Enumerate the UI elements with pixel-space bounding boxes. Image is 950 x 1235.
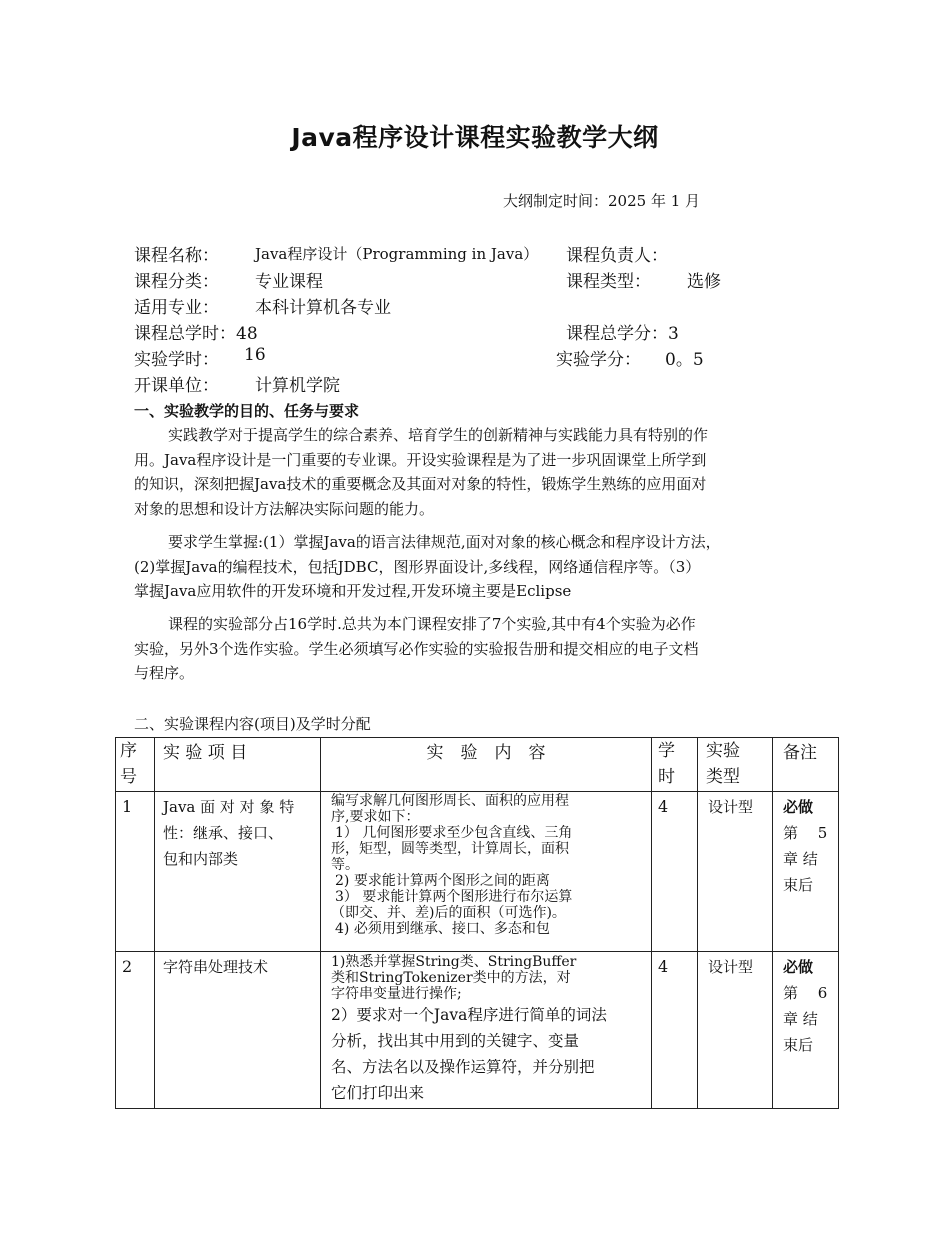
row-note: 必做 第 5 章 结 束后 [773,792,839,952]
header-content: 实 验 内 容 [321,738,652,792]
paragraph-line: 对象的思想和设计方法解决实际问题的能力。 [134,499,435,518]
total-hours: 课程总学时：48 [134,324,258,344]
header-note: 备注 [773,738,839,792]
document-title: Java程序设计课程实验教学大纲 [291,123,659,152]
table-row [116,952,839,1109]
paragraph-line: 实践教学对于提高学生的综合素养、培育学生的创新精神与实践能力具有特别的作 [168,426,709,444]
course-owner-label: 课程负责人： [566,246,668,266]
header-hours: 学时 [652,738,698,792]
section1-paragraph-1 [134,423,818,521]
paragraph-line: 用。Java程序设计是一门重要的专业课。开设实验课程是为了进一步巩固课堂上所学到 [134,450,707,469]
paragraph-line: (2)掌握Java的编程技术，包括JDBC，图形界面设计,多线程，网络通信程序等。（3） [134,557,701,576]
lab-hours-label: 实验学时： [134,350,219,370]
row-note: 必做 第 6 章 结 束后 [773,952,839,1109]
major-value: 本科计算机各专业 [255,298,391,318]
section1-paragraph-3 [134,612,818,686]
section1-heading: 一、实验教学的目的、任务与要求 [134,402,360,420]
lab-credits-value: 0。5 [665,350,704,370]
total-credits: 课程总学分：3 [566,324,679,344]
paragraph-line: 要求学生掌握:(1）掌握Java的语言法律规范,面对对象的核心概念和程序设计方法， [168,533,721,551]
unit-value: 计算机学院 [255,376,340,396]
lab-hours-value: 16 [244,345,266,365]
row-project: Java 面 对 对 象 特 性：继承、接口、 包和内部类 [155,792,321,952]
paragraph-line: 的知识，深刻把握Java技术的重要概念及其面对对象的特性，锻炼学生熟练的应用面对 [134,475,707,493]
paragraph-line: 掌握Java应用软件的开发环境和开发过程,开发环境主要是Eclipse [134,582,572,600]
row-no: 2 [116,952,155,1109]
paragraph-line: 与程序。 [134,664,195,682]
row-hours: 4 [652,952,698,1109]
section1-paragraph-2 [134,530,818,604]
date-line: 大纲制定时间：2025 年 1 月 [503,192,701,210]
header-type: 实验类型 [698,738,773,792]
row-project: 字符串处理技术 [155,952,321,1109]
course-name-value: Java程序设计（Programming in Java） [255,245,539,263]
course-category-label: 课程分类： [134,272,219,292]
paragraph-line: 课程的实验部分占16学时.总共为本门课程安排了7个实验,其中有4个实验为必作 [168,615,696,633]
unit-label: 开课单位： [134,376,219,396]
course-category-value: 专业课程 [255,272,323,292]
experiment-table [115,737,839,1109]
header-no: 序号 [116,738,155,792]
course-type-value: 选修 [687,272,721,292]
row-type: 设计型 [698,952,773,1109]
row-no: 1 [116,792,155,952]
header-project: 实 验 项 目 [155,738,321,792]
course-name-label: 课程名称： [134,246,219,266]
table-header-row [116,738,839,792]
paragraph-line: 实验，另外3个选作实验。学生必须填写必作实验的实验报告册和提交相应的电子文档 [134,639,699,658]
section2-heading: 二、实验课程内容(项目)及学时分配 [134,715,371,733]
lab-credits-label: 实验学分： [556,350,641,370]
row-content: 编写求解几何图形周长、面积的应用程 序,要求如下： 1） 几何图形要求至少包含直线、三角 形，矩型，圆等类型，计算周长，面积 等。 2) 要求能计算两个图形之间的距离 3） 要求能计算两个图形进行布尔运算 （即交、并、差)后的面积（可选作)。 4) 必须用到继承、接口、多态和包 [321,792,652,952]
course-type-label: 课程类型： [566,272,651,292]
table-row [116,792,839,952]
row-type: 设计型 [698,792,773,952]
row-hours: 4 [652,792,698,952]
major-label: 适用专业： [134,298,219,318]
row-content: 1)熟悉并掌握String类、StringBuffer 类和StringTokenizer类中的方法，对 字符串变量进行操作; 2）要求对一个Java程序进行简单的词法 分析，找出其中用到的关键字、变量 名、方法名以及操作运算符，并分别把 它们打印出来 [321,952,652,1109]
